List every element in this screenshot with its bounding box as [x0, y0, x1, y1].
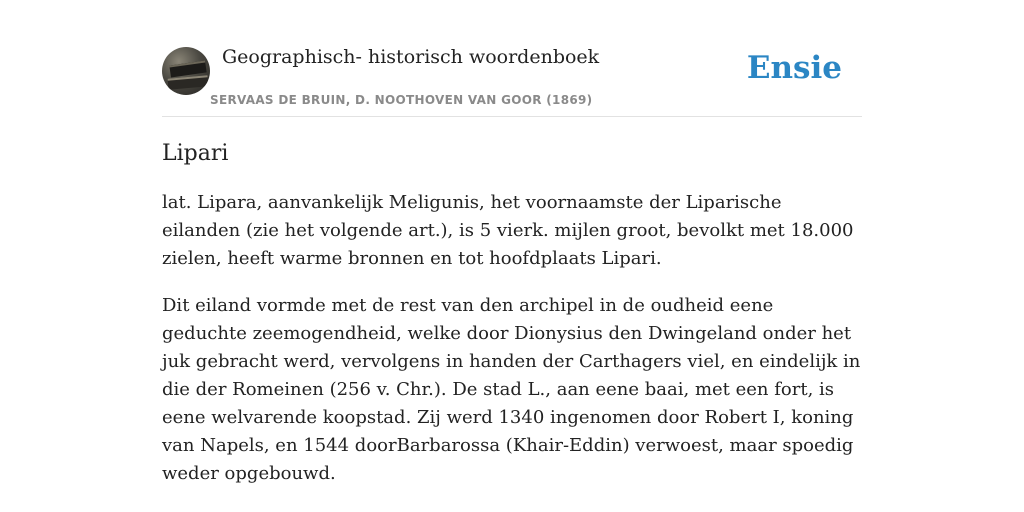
entry-body	[162, 189, 862, 488]
entry-paragraph: lat. Lipara, aanvankelijk Meligunis, het voornaamste der Liparische eilanden (zie het volgende art.), is 5 vierk. mijlen groot, bevolkt met 18.000 zielen, heeft warme bronnen en tot hoofdplaats Lipari.	[162, 192, 854, 269]
entry-title: Lipari	[162, 141, 229, 166]
page	[162, 40, 862, 488]
brand-logo-link[interactable]: Ensie	[746, 50, 842, 86]
book-title[interactable]: Geographisch- historisch woordenboek	[222, 46, 600, 68]
book-authors: SERVAAS DE BRUIN, D. NOOTHOVEN VAN GOOR (1869)	[210, 93, 593, 107]
book-avatar[interactable]	[162, 47, 210, 95]
page-header	[162, 40, 862, 117]
book-icon	[168, 75, 209, 89]
entry-paragraph: Dit eiland vormde met de rest van den archipel in de oudheid eene geduchte zeemogendheid, welke door Dionysius den Dwingeland onder het juk gebracht werd, vervolgens in handen der Carthagers viel, en eindelijk in die der Romeinen (256 v. Chr.). De stad L., aan eene baai, met een fort, is eene welvarende koopstad. Zij werd 1340 ingenomen door Robert I, koning van Napels, en 1544 doorBarbarossa (Khair-Eddin) verwoest, maar spoedig weder opgebouwd.	[162, 295, 861, 484]
